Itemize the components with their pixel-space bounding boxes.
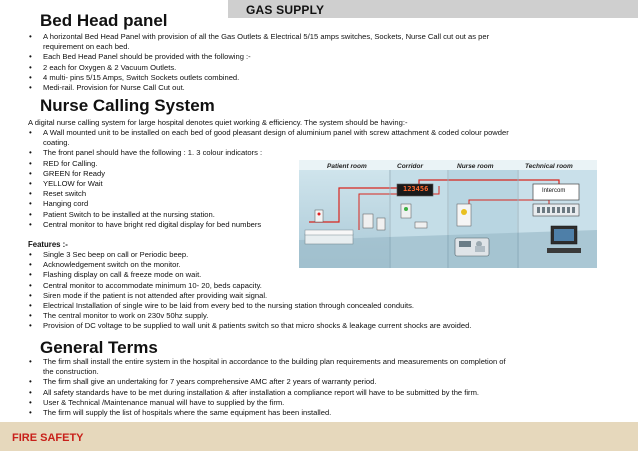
list-item: • Provision of DC voltage to be supplied to wall unit & patients switch so that micro shocks & leakage current shocks are avoided. (28, 321, 628, 331)
list-item: • Reset switch (28, 189, 618, 199)
list-item: • Each Bed Head Panel should be provided with the following :- (28, 52, 588, 62)
list-item: • Single 3 Sec beep on call or Periodic beep. (28, 250, 628, 260)
nurse-call-heading: Nurse Calling System (40, 96, 215, 115)
list-item: • A Wall mounted unit to be installed on each bed of good pleasant design of aluminium panel with screw attachment & coded colour powder (28, 128, 618, 138)
list-item: • All safety standards have to be met during installation & after installation a compliance report will have to be submitted by the firm. (28, 388, 628, 398)
room-label-patient: Patient room (327, 163, 367, 170)
list-item: • GREEN for Ready (28, 169, 618, 179)
list-item: • The firm shall install the entire system in the hospital in accordance to the building plan requirements and measurements on completion of (28, 357, 628, 367)
list-item: • The front panel should have the following : 1. 3 colour indicators : (28, 148, 618, 158)
general-terms-list (28, 357, 628, 418)
nurse-call-diagram (299, 160, 597, 268)
list-item: • The firm shall give an undertaking for 7 years comprehensive AMC after 2 years of warranty period. (28, 377, 628, 387)
list-item: • The central monitor to work on 230v 50hz supply. (28, 311, 628, 321)
room-label-technical: Technical room (525, 163, 573, 170)
list-item: • Central monitor to accommodate minimum 10- 20, beds capacity. (28, 281, 628, 291)
general-terms-heading: General Terms (40, 338, 158, 357)
room-label-nurse: Nurse room (457, 163, 494, 170)
list-item: • User & Technical /Maintenance manual will have to supplied by the firm. (28, 398, 628, 408)
list-item: • Flashing display on call & freeze mode on wait. (28, 270, 628, 280)
room-label-corridor: Corridor (397, 163, 423, 170)
features-heading: Features :- (28, 240, 68, 249)
list-item: • A horizontal Bed Head Panel with provision of all the Gas Outlets & Electrical 5/15 amps switches, Sockets, Nurse Call cut out as per (28, 32, 588, 42)
list-item: • Electrical Installation of single wire to be laid from every bed to the nursing station through concealed conduits. (28, 301, 628, 311)
list-item: • Medi-rail. Provision for Nurse Call Cut out. (28, 83, 588, 93)
header-title: GAS SUPPLY (246, 3, 325, 17)
list-item: • 2 each for Oxygen & 2 Vacuum Outlets. (28, 63, 588, 73)
bed-head-heading: Bed Head panel (40, 11, 168, 30)
list-item: • Central monitor to have bright red digital display for bed numbers (28, 220, 618, 230)
list-item: • RED for Calling. (28, 159, 618, 169)
diagram-illustration (299, 160, 597, 268)
list-item-continuation: the construction. (43, 367, 99, 377)
list-item: • 4 multi- pins 5/15 Amps, Switch Sockets outlets combined. (28, 73, 588, 83)
bed-head-list (28, 32, 588, 93)
list-item: • Acknowledgement switch on the monitor. (28, 260, 628, 270)
list-item: • Siren mode if the patient is not attended after providing wait signal. (28, 291, 628, 301)
list-item-continuation: requirement on each bed. (43, 42, 130, 52)
nurse-call-intro: A digital nurse calling system for large hospital denotes quiet working & efficiency. The system should be having:- (28, 118, 408, 127)
footer-title: FIRE SAFETY (12, 432, 84, 444)
intercom-label: Intercom (542, 188, 566, 194)
list-item: • Patient Switch to be installed at the nursing station. (28, 210, 618, 220)
footer-bar (0, 422, 638, 451)
list-item-continuation: coating. (43, 138, 70, 148)
list-item: • YELLOW for Wait (28, 179, 618, 189)
digital-display-value: 123456 (403, 185, 429, 193)
list-item: • Hanging cord (28, 199, 618, 209)
list-item: • The firm will supply the list of hospitals where the same equipment has been installed. (28, 408, 628, 418)
